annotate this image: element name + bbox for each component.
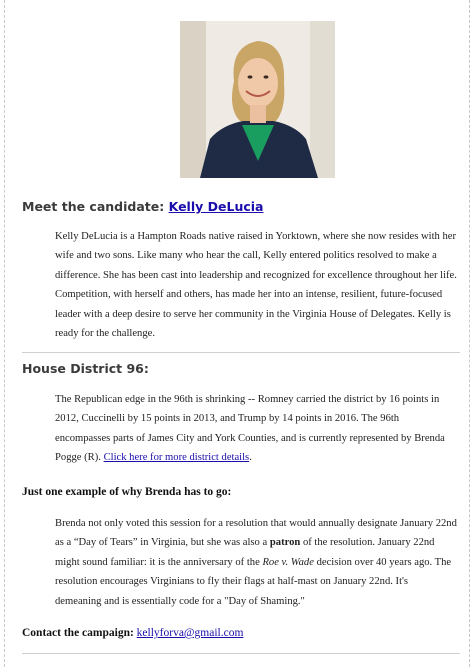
divider (22, 352, 460, 353)
candidate-photo (180, 21, 335, 178)
meet-candidate-heading (22, 199, 263, 214)
roe-v-wade-citation: Roe v. Wade (262, 556, 314, 568)
district-heading: House District 96: (22, 361, 149, 376)
contact-label: Contact the campaign: (22, 627, 134, 639)
example-heading: Just one example of why Brenda has to go: (22, 486, 232, 498)
candidate-bio: Kelly DeLucia is a Hampton Roads native raised in Yorktown, where she now resides with her wife and two sons. Like many who hear the call, Kelly entered politics resolved to make a difference. She has been cast into leadership and recognized for excellence throughout her life. Competition, with herself and others, has made her into an intense, resilient, future-focused leader with a deep desire to serve her community in the Virginia House of Delegates. Kelly is ready for the challenge. (55, 231, 457, 340)
district-details-link[interactable]: Click here for more district details (103, 452, 250, 464)
district-description: The Republican edge in the 96th is shrinking -- Romney carried the district by 16 points in 2012, Cuccinelli by 15 points in 2013, and Trump by 14 points in 2016. The 96th encompasses parts of James City and York Counties, and is currently represented by Brenda Pogge (R). Click here for more district details. (55, 394, 445, 464)
district-text: The Republican edge in the 96th is shrinking -- Romney carried the district by 16 points in 2012, Cuccinelli by 15 points in 2013, and Trump by 14 points in 2016. The 96th encompasses parts of James City and York Counties, and is currently represented by Brenda Pogge (R). (55, 394, 445, 464)
meet-candidate-label: Meet the candidate: (22, 199, 165, 214)
bottom-divider (22, 653, 460, 654)
example-text-2: of the resolution. January 22nd might sound familiar: it is the anniversary of the (55, 537, 435, 568)
patron-emphasis: patron (269, 537, 301, 549)
example-text-1: Brenda not only voted this session for a resolution that would annually designate January 22nd as a “Day of Tears” in Virginia, but she was also a (55, 518, 457, 549)
contact-line (22, 627, 243, 639)
candidate-name-link[interactable]: Kelly DeLucia (168, 199, 264, 214)
example-description (55, 514, 457, 611)
example-text-3: decision over 40 years ago. The resolution encourages Virginians to fly their flags at half-mast on January 22nd. It's demeaning and is essentially code for a "Day of Shaming." (55, 556, 452, 607)
contact-email-link[interactable]: kellyforva@gmail.com (136, 627, 244, 639)
